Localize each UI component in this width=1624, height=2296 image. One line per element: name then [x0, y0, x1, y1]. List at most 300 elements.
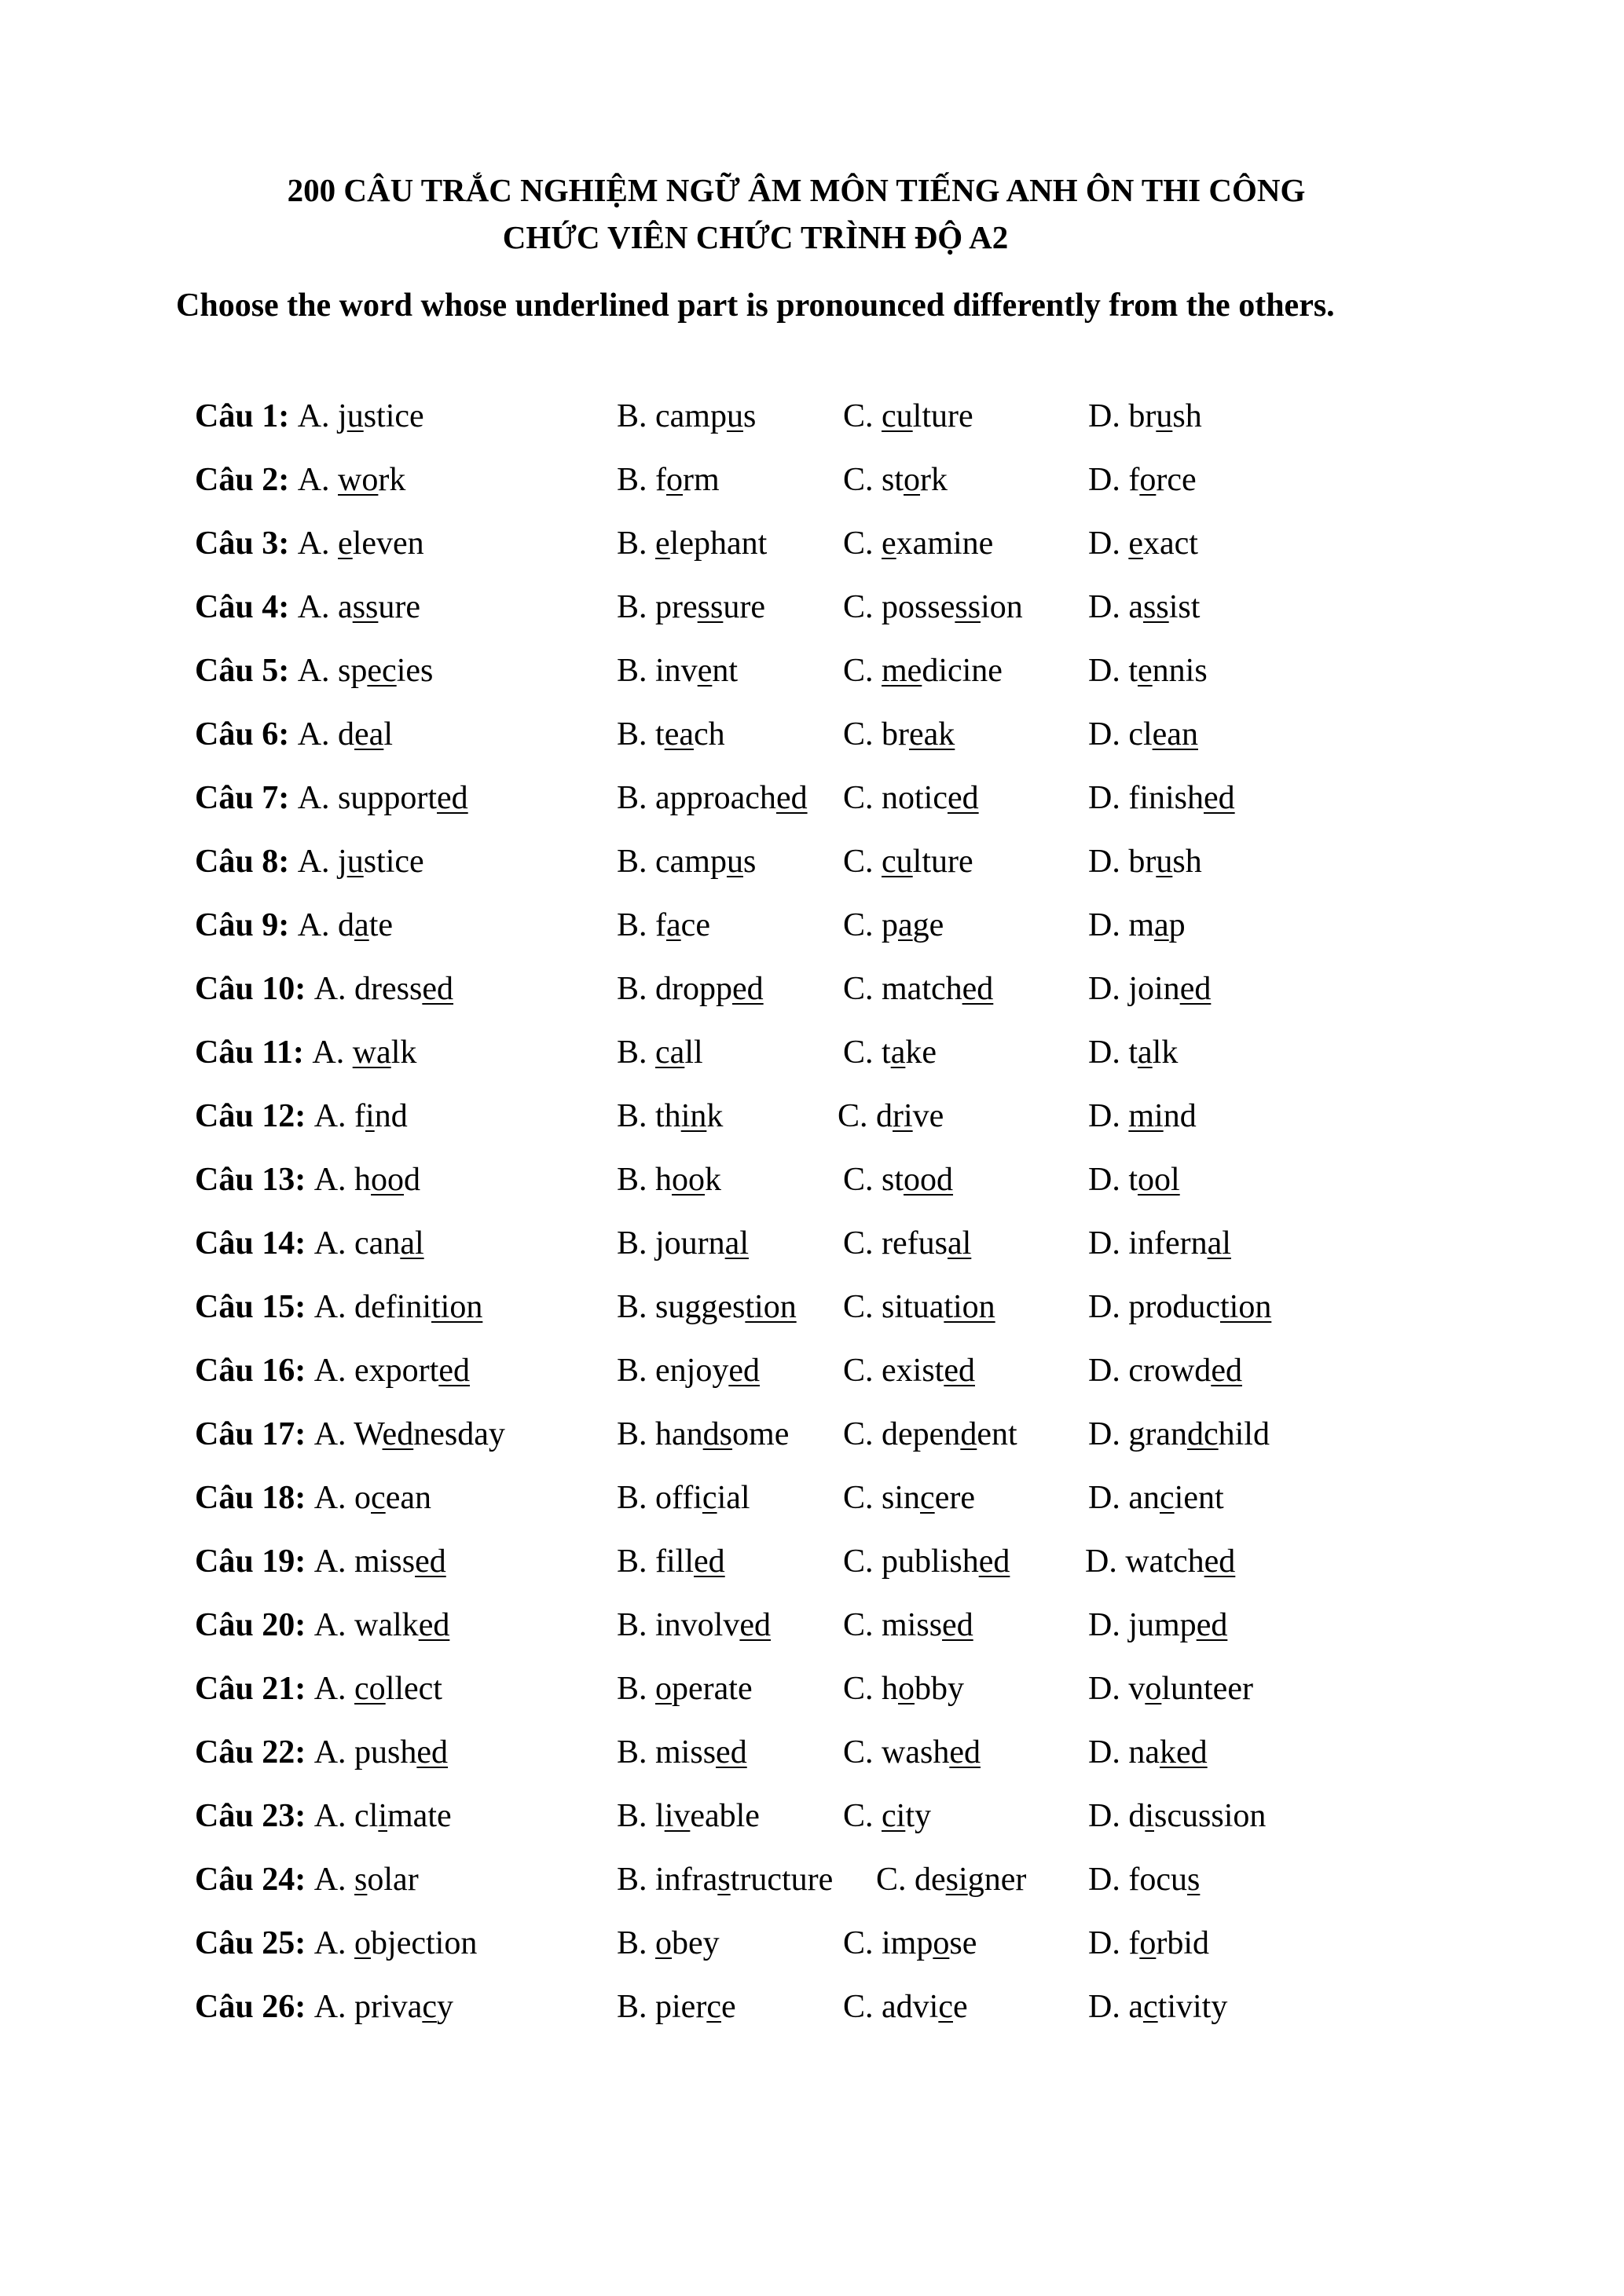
underlined-part: ca — [655, 1034, 685, 1071]
underlined-part: o — [655, 1925, 673, 1961]
option-letter: D. — [1088, 1925, 1129, 1961]
option-c — [843, 1029, 937, 1076]
word-suffix: lephant — [669, 525, 768, 562]
word-prefix: d — [338, 907, 355, 943]
underlined-part: e — [1138, 653, 1153, 689]
option-letter: A. — [313, 1862, 355, 1898]
instruction-text: Choose the word whose underlined part is pronounced differently from the others. — [176, 287, 1335, 324]
option-letter: D. — [1088, 653, 1129, 689]
option-b — [617, 1347, 760, 1394]
underlined-part: tion — [944, 1289, 995, 1325]
option-letter: C. — [843, 1671, 882, 1707]
option-letter: C. — [843, 1798, 882, 1834]
underlined-part: c — [371, 1480, 386, 1516]
option-letter: A. — [297, 462, 339, 498]
option-a — [195, 902, 393, 949]
question-label: Câu 26: — [195, 1989, 314, 2025]
underlined-part: ed — [948, 780, 979, 816]
word-prefix: join — [1128, 971, 1180, 1007]
question-label: Câu 18: — [195, 1480, 314, 1516]
question-row — [0, 838, 1624, 902]
word-prefix: dress — [354, 971, 423, 1007]
option-a — [195, 1538, 446, 1585]
underlined-part: ss — [352, 589, 379, 625]
word-suffix: se — [949, 1925, 977, 1961]
option-letter: B. — [617, 844, 656, 880]
word-suffix: lunteer — [1161, 1671, 1253, 1707]
option-c — [843, 584, 1023, 631]
option-d — [1088, 1283, 1271, 1331]
underlined-part: o — [904, 462, 921, 498]
underlined-part: ked — [1160, 1734, 1208, 1771]
question-row — [0, 965, 1624, 1029]
word-prefix: can — [354, 1225, 401, 1262]
word-suffix: e — [720, 1989, 736, 2025]
underlined-part: ed — [418, 1607, 450, 1643]
option-letter: B. — [617, 1798, 656, 1834]
underlined-part: al — [1207, 1225, 1231, 1262]
option-letter: D. — [1088, 589, 1129, 625]
word-prefix: journ — [655, 1225, 725, 1262]
option-d — [1088, 1602, 1227, 1649]
word-prefix: enjoy — [655, 1353, 729, 1389]
underlined-part: ea — [664, 716, 694, 753]
word-prefix: approach — [655, 780, 776, 816]
word-suffix: xamine — [896, 525, 994, 562]
underlined-part: al — [400, 1225, 424, 1262]
option-letter: D. — [1088, 1480, 1129, 1516]
underlined-part: oo — [672, 1162, 706, 1198]
underlined-part: o — [1145, 1671, 1162, 1707]
option-letter: A. — [313, 971, 355, 1007]
underlined-part: ed — [415, 1543, 446, 1580]
option-letter: C. — [843, 1353, 882, 1389]
option-b — [617, 647, 738, 694]
question-row — [0, 584, 1624, 647]
option-d — [1088, 1856, 1200, 1903]
word-suffix: lk — [390, 1034, 417, 1071]
word-suffix: tructure — [730, 1862, 834, 1898]
word-suffix: nd — [1163, 1098, 1197, 1134]
option-c — [843, 1347, 975, 1394]
word-prefix: dropp — [655, 971, 733, 1007]
word-prefix: publish — [882, 1543, 979, 1580]
option-a — [195, 1665, 442, 1712]
option-letter: D. — [1088, 1353, 1129, 1389]
option-letter: A. — [313, 1353, 355, 1389]
word-suffix: leven — [352, 525, 424, 562]
option-a — [195, 520, 424, 567]
option-d — [1088, 774, 1235, 822]
word-prefix: cl — [354, 1798, 379, 1834]
option-letter: A. — [313, 1925, 355, 1961]
option-a — [195, 584, 420, 631]
option-c — [843, 1538, 1010, 1585]
option-letter: C. — [876, 1862, 915, 1898]
option-letter: C. — [843, 589, 882, 625]
question-row — [0, 711, 1624, 774]
question-label: Câu 10: — [195, 971, 314, 1007]
option-letter: A. — [313, 1989, 355, 2025]
option-letter: C. — [843, 907, 882, 943]
underlined-part: wa — [352, 1034, 391, 1071]
underlined-part: i — [1145, 1798, 1155, 1834]
option-letter: D. — [1088, 1989, 1129, 2025]
word-suffix: sh — [1172, 844, 1202, 880]
word-prefix: walk — [354, 1607, 419, 1643]
word-suffix: ure — [378, 589, 421, 625]
option-letter: B. — [617, 653, 656, 689]
word-prefix: th — [655, 1098, 681, 1134]
underlined-part: cu — [882, 844, 913, 880]
option-letter: D. — [1088, 1289, 1129, 1325]
word-prefix: match — [882, 971, 962, 1007]
word-prefix: f — [354, 1098, 366, 1134]
word-prefix: o — [354, 1480, 372, 1516]
option-b — [617, 1729, 747, 1776]
word-suffix: d — [404, 1162, 421, 1198]
option-a — [195, 1156, 420, 1203]
word-prefix: export — [354, 1353, 439, 1389]
option-d — [1088, 1220, 1231, 1267]
option-letter: A. — [313, 1480, 355, 1516]
question-row — [0, 1729, 1624, 1792]
option-letter: A. — [313, 1543, 355, 1580]
option-b — [617, 965, 764, 1013]
question-label: Câu 6: — [195, 716, 298, 753]
word-prefix: involv — [655, 1607, 740, 1643]
word-prefix: v — [1128, 1671, 1146, 1707]
word-suffix: s — [742, 398, 757, 434]
underlined-part: ed — [694, 1543, 725, 1580]
word-suffix: ve — [912, 1098, 944, 1134]
underlined-part: u — [1156, 398, 1173, 434]
option-b — [617, 1220, 749, 1267]
word-suffix: lture — [912, 398, 973, 434]
option-letter: D. — [1088, 1671, 1129, 1707]
word-suffix: ial — [717, 1480, 750, 1516]
underlined-part: ed — [1196, 1607, 1228, 1643]
option-a — [195, 1983, 453, 2031]
option-letter: B. — [617, 1862, 656, 1898]
question-row — [0, 393, 1624, 456]
option-letter: A. — [297, 907, 339, 943]
option-a — [195, 1283, 482, 1331]
word-prefix: f — [655, 907, 667, 943]
underlined-part: tion — [431, 1289, 483, 1325]
option-letter: C. — [843, 653, 882, 689]
word-prefix: finish — [1128, 780, 1204, 816]
underlined-part: ss — [955, 589, 981, 625]
word-prefix: cl — [1128, 716, 1153, 753]
option-letter: B. — [617, 1480, 656, 1516]
word-suffix: rk — [920, 462, 948, 498]
word-prefix: na — [1128, 1734, 1160, 1771]
word-prefix: a — [1128, 589, 1143, 625]
underlined-part: a — [1138, 1034, 1153, 1071]
option-letter: D. — [1088, 398, 1129, 434]
option-b — [617, 1474, 750, 1522]
option-letter: A. — [313, 1734, 355, 1771]
option-c — [843, 647, 1003, 694]
word-prefix: defini — [354, 1289, 431, 1325]
option-letter: B. — [617, 780, 656, 816]
word-prefix: br — [1128, 398, 1157, 434]
option-d — [1088, 456, 1197, 504]
underlined-part: wo — [338, 462, 379, 498]
word-prefix: an — [1128, 1480, 1160, 1516]
option-a — [195, 1347, 470, 1394]
option-c — [843, 1792, 931, 1840]
option-a — [195, 1792, 452, 1840]
question-row — [0, 1474, 1624, 1538]
underlined-part: ec — [367, 653, 397, 689]
word-prefix: posse — [882, 589, 955, 625]
underlined-part: ea — [354, 716, 384, 753]
option-letter: D. — [1085, 1543, 1126, 1580]
word-prefix: depen — [882, 1416, 961, 1452]
word-prefix: h — [882, 1671, 899, 1707]
option-letter: C. — [843, 1162, 882, 1198]
question-label: Câu 3: — [195, 525, 298, 562]
question-row — [0, 1029, 1624, 1093]
option-b — [617, 1538, 725, 1585]
word-prefix: W — [354, 1416, 383, 1452]
underlined-part: ood — [904, 1162, 954, 1198]
option-letter: D. — [1088, 971, 1129, 1007]
option-letter: A. — [297, 398, 339, 434]
option-letter: C. — [843, 1034, 882, 1071]
question-label: Câu 13: — [195, 1162, 314, 1198]
underlined-part: ed — [416, 1734, 449, 1771]
question-label: Câu 16: — [195, 1353, 314, 1389]
option-letter: B. — [617, 1353, 656, 1389]
underlined-part: e — [655, 525, 670, 562]
option-letter: A. — [313, 1289, 355, 1325]
word-prefix: br — [882, 716, 910, 753]
option-c — [843, 838, 973, 885]
option-letter: A. — [297, 716, 339, 753]
option-c — [843, 1665, 964, 1712]
underlined-part: ed — [732, 971, 764, 1007]
option-d — [1088, 1156, 1180, 1203]
underlined-part: dc — [1186, 1416, 1219, 1452]
option-d — [1088, 1983, 1227, 2031]
option-letter: C. — [843, 1925, 882, 1961]
option-d — [1088, 1665, 1253, 1712]
underlined-part: c — [920, 1480, 935, 1516]
option-d — [1088, 965, 1211, 1013]
word-suffix: rm — [683, 462, 720, 498]
option-a — [195, 647, 433, 694]
option-a — [195, 393, 424, 440]
option-letter: B. — [617, 1543, 656, 1580]
question-row — [0, 1920, 1624, 1983]
option-letter: C. — [843, 844, 882, 880]
question-label: Câu 19: — [195, 1543, 314, 1580]
option-letter: C. — [843, 780, 882, 816]
question-row — [0, 1983, 1624, 2047]
option-letter: B. — [617, 1098, 656, 1134]
question-label: Câu 23: — [195, 1798, 314, 1834]
underlined-part: c — [938, 1989, 953, 2025]
option-letter: C. — [843, 1416, 882, 1452]
option-letter: A. — [313, 1607, 355, 1643]
word-prefix: priva — [354, 1989, 423, 2025]
option-b — [617, 1093, 723, 1140]
word-prefix: t — [1128, 1162, 1138, 1198]
option-letter: C. — [843, 462, 882, 498]
option-b — [617, 520, 767, 567]
underlined-part: ed — [978, 1543, 1010, 1580]
option-letter: C. — [843, 716, 882, 753]
question-label: Câu 22: — [195, 1734, 314, 1771]
option-letter: D. — [1088, 1798, 1129, 1834]
underlined-part: o — [354, 1925, 372, 1961]
option-b — [617, 838, 756, 885]
word-suffix: ean — [385, 1480, 431, 1516]
option-c — [843, 1602, 973, 1649]
word-suffix: mate — [387, 1798, 452, 1834]
word-suffix: ies — [396, 653, 434, 689]
option-d — [1088, 1411, 1270, 1458]
underlined-part: ed — [1204, 1543, 1236, 1580]
word-suffix: bjection — [371, 1925, 478, 1961]
option-letter: C. — [843, 1225, 882, 1262]
option-letter: D. — [1088, 1162, 1129, 1198]
option-letter: C. — [843, 1480, 882, 1516]
option-c — [843, 1220, 971, 1267]
word-suffix: y — [436, 1989, 453, 2025]
word-prefix: d — [338, 716, 355, 753]
option-b — [617, 1156, 721, 1203]
word-prefix: imp — [882, 1925, 933, 1961]
underlined-part: u — [346, 844, 364, 880]
underlined-part: ed — [1179, 971, 1212, 1007]
option-letter: A. — [312, 1034, 353, 1071]
underlined-part: ed — [949, 1734, 981, 1771]
underlined-part: ed — [775, 780, 808, 816]
underlined-part: i — [365, 1098, 375, 1134]
word-prefix: de — [915, 1862, 946, 1898]
word-suffix: tivity — [1157, 1989, 1228, 2025]
word-suffix: e — [952, 1989, 968, 2025]
word-suffix: p — [1168, 907, 1186, 943]
option-d — [1088, 520, 1198, 567]
underlined-part: ds — [702, 1416, 733, 1452]
word-suffix: nnis — [1152, 653, 1208, 689]
underlined-part: ed — [962, 971, 994, 1007]
word-prefix: sin — [882, 1480, 921, 1516]
word-suffix: ist — [1168, 589, 1201, 625]
word-prefix: sugges — [655, 1289, 746, 1325]
word-prefix: inv — [655, 653, 698, 689]
question-row — [0, 1602, 1624, 1665]
word-prefix: j — [338, 844, 347, 880]
underlined-part: a — [354, 907, 369, 943]
option-letter: B. — [617, 971, 656, 1007]
word-prefix: st — [882, 462, 904, 498]
underlined-part: ean — [1152, 716, 1198, 753]
word-prefix: h — [354, 1162, 372, 1198]
question-row — [0, 520, 1624, 584]
option-letter: A. — [313, 1098, 355, 1134]
word-prefix: exist — [882, 1353, 944, 1389]
word-prefix: d — [1128, 1798, 1146, 1834]
word-prefix: fill — [655, 1543, 695, 1580]
option-c — [843, 1411, 1017, 1458]
option-c — [843, 774, 979, 822]
option-d — [1085, 1538, 1235, 1585]
underlined-part: o — [898, 1671, 915, 1707]
word-prefix: m — [1128, 907, 1155, 943]
underlined-part: o — [1139, 1925, 1157, 1961]
word-prefix: wash — [882, 1734, 950, 1771]
word-prefix: crowd — [1128, 1353, 1212, 1389]
question-row — [0, 1156, 1624, 1220]
underlined-part: c — [706, 1989, 721, 2025]
document-title-line-2: CHỨC VIÊN CHỨC TRÌNH ĐỘ A2 — [502, 219, 1009, 255]
option-letter: A. — [313, 1671, 355, 1707]
question-label: Câu 12: — [195, 1098, 314, 1134]
underlined-part: e — [338, 525, 353, 562]
option-letter: D. — [1088, 1034, 1129, 1071]
question-label: Câu 8: — [195, 844, 298, 880]
option-b — [617, 584, 765, 631]
question-row — [0, 1093, 1624, 1156]
underlined-part: u — [1156, 844, 1173, 880]
word-suffix: bey — [672, 1925, 720, 1961]
word-suffix: eable — [690, 1798, 760, 1834]
word-suffix: nt — [712, 653, 739, 689]
underlined-part: a — [898, 907, 913, 943]
word-prefix: l — [655, 1798, 665, 1834]
underlined-part: cu — [882, 398, 913, 434]
question-row — [0, 1347, 1624, 1411]
word-prefix: pre — [655, 589, 698, 625]
underlined-part: c — [1160, 1480, 1175, 1516]
underlined-part: ed — [739, 1607, 772, 1643]
word-suffix: ll — [684, 1034, 703, 1071]
underlined-part: ss — [697, 589, 724, 625]
option-letter: D. — [1088, 1225, 1129, 1262]
option-letter: D. — [1088, 1607, 1129, 1643]
underlined-part: in — [680, 1098, 707, 1134]
question-label: Câu 1: — [195, 398, 298, 434]
underlined-part: ci — [882, 1798, 906, 1834]
word-prefix: p — [882, 907, 899, 943]
option-d — [1088, 838, 1202, 885]
option-b — [617, 393, 756, 440]
underlined-part: c — [1143, 1989, 1158, 2025]
word-prefix: miss — [882, 1607, 943, 1643]
question-label: Câu 5: — [195, 653, 298, 689]
word-prefix: miss — [354, 1543, 416, 1580]
underlined-part: o — [655, 1671, 673, 1707]
underlined-part: s — [354, 1862, 368, 1898]
option-letter: A. — [313, 1162, 355, 1198]
option-a — [195, 456, 405, 504]
question-label: Câu 21: — [195, 1671, 314, 1707]
word-suffix: te — [368, 907, 393, 943]
option-letter: D. — [1088, 716, 1129, 753]
option-a — [195, 965, 453, 1013]
word-prefix: f — [1128, 462, 1140, 498]
option-c — [843, 1983, 968, 2031]
option-letter: B. — [617, 462, 656, 498]
underlined-part: e — [697, 653, 713, 689]
option-b — [617, 1983, 736, 2031]
